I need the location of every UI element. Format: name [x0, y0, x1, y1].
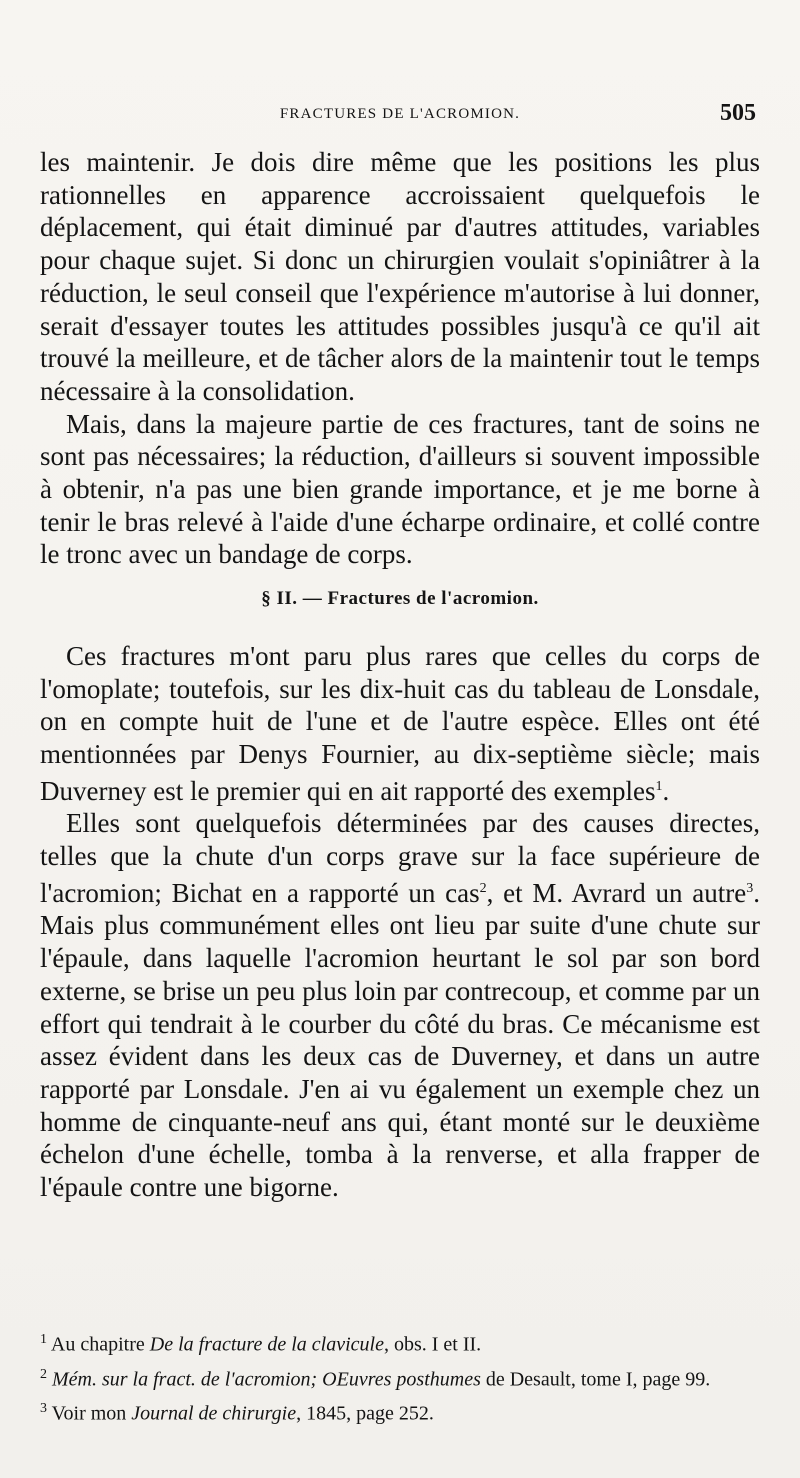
- footnote-3-title: Journal de chirurgie: [131, 1402, 297, 1425]
- footnote-2-post: de Desault, tome I, page 99.: [480, 1368, 711, 1391]
- paragraph-2: Mais, dans la majeure partie de ces fractures, tant de soins ne sont pas nécessaires; la réduction, d'ailleurs si souvent impossible à obtenir, n'a pas une bien grande importance, et je me borne à tenir le bras relevé à l'aide d'une écharpe ordinaire, et collé contre le tronc avec un bandage de corps.: [40, 408, 760, 570]
- footnote-3: [40, 1394, 762, 1429]
- paragraph-3-end: .: [662, 775, 670, 806]
- paragraph-4-part-a: Elles sont quelquefois déterminées par des causes directes, telles que la chute d'un corps grave sur la face supérieure de l'acromion; Bichat en a rapporté un cas: [40, 808, 760, 908]
- footnote-2-number: 2: [40, 1366, 47, 1382]
- footnote-3-pre: Voir mon: [51, 1402, 132, 1425]
- footnote-1: [40, 1325, 762, 1360]
- footnotes: [40, 1325, 762, 1429]
- footnote-2: [40, 1360, 762, 1395]
- paragraph-3-text: Ces fractures m'ont paru plus rares que celles du corps de l'omoplate; toutefois, sur les dix-huit cas du tableau de Lonsdale, on en compte huit de l'une et de l'autre espèce. Elles ont été mentionnées par Denys Fournier, au dix-septième siècle; mais Duverney est le premier qui en ait rapporté des exemples: [40, 640, 760, 806]
- paragraph-4-part-b: , et M. Avrard un autre: [486, 877, 747, 908]
- footnote-ref-3: 3: [746, 880, 754, 896]
- paragraph-1: les maintenir. Je dois dire même que les positions les plus rationnelles en apparence accroissaient quelquefois le déplacement, qui était diminué par d'autres attitudes, variables pour chaque sujet. Si donc un chirurgien voulait s'opiniâtrer à la réduction, le seul conseil que l'expérience m'autorise à lui donner, serait d'essayer toutes les attitudes possibles jusqu'à ce qu'il ait trouvé la meilleure, et de tâcher alors de la maintenir tout le temps nécessaire à la consolidation.: [40, 147, 760, 406]
- body-text: [40, 146, 760, 1204]
- footnote-ref-2: 2: [479, 880, 487, 896]
- footnote-2-title: Mém. sur la fract. de l'acromion; OEuvres posthumes: [52, 1368, 481, 1391]
- paragraph-4-part-c: . Mais plus communément elles ont lieu par suite d'une chute sur l'épaule, dans laquelle l'acromion heurtant le sol par son bord externe, se brise un peu plus loin par contrecoup, et comme par un effort qui tendrait à le courber du côté du bras. Ce mécanisme est assez évident dans les deux cas de Duverney, et dans un autre rapporté par Lonsdale. J'en ai vu également un exemple chez un homme de cinquante-neuf ans qui, étant monté sur le deuxième échelon d'une échelle, tomba à la renverse, et alla frapper de l'épaule contre une bigorne.: [40, 877, 760, 1203]
- footnote-3-post: , 1845, page 252.: [296, 1402, 434, 1425]
- paragraph-4: [40, 807, 760, 1203]
- footnote-1-post: , obs. I et II.: [383, 1333, 482, 1356]
- footnote-ref-1: 1: [655, 778, 663, 794]
- page-header: [40, 100, 760, 134]
- paragraph-3: [40, 640, 760, 808]
- footnote-1-title: De la fracture de la clavicule: [149, 1333, 384, 1356]
- page-number: 505: [720, 100, 756, 126]
- footnote-3-number: 3: [40, 1401, 47, 1417]
- footnote-1-number: 1: [40, 1332, 47, 1347]
- running-title: FRACTURES DE L'ACROMION.: [279, 106, 521, 122]
- footnote-1-pre: Au chapitre: [50, 1333, 150, 1356]
- section-title: § II. — Fractures de l'acromion.: [261, 588, 539, 610]
